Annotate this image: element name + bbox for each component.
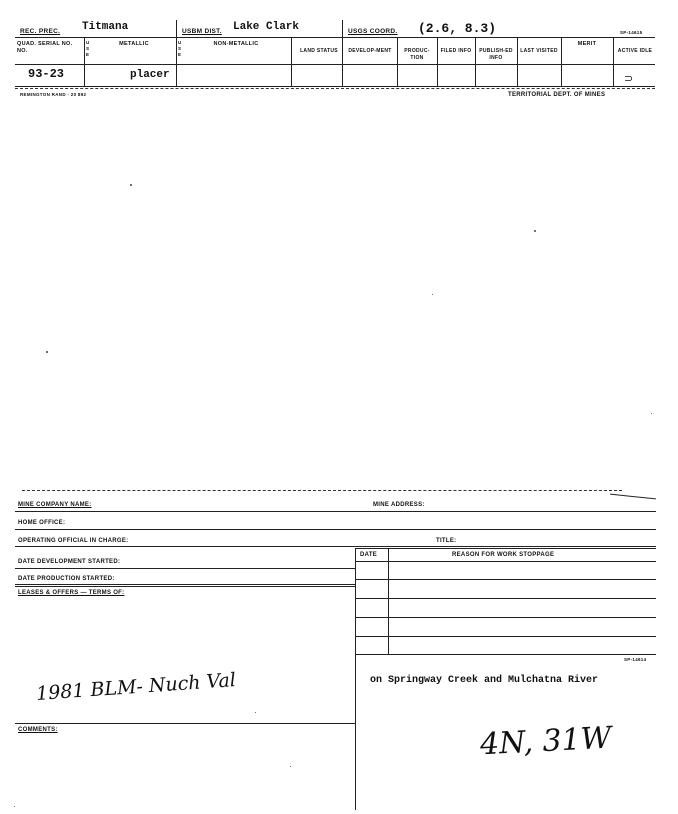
col-merit: MERIT (577, 41, 597, 47)
reason-col-header: REASON FOR WORK STOPPAGE (452, 552, 555, 558)
card-tear-line (15, 88, 655, 89)
date-dev-rule (15, 568, 355, 569)
col-divider-10 (613, 37, 614, 86)
column-header-rule (15, 64, 655, 65)
stoppage-row-rule-4 (355, 636, 656, 637)
lower-top-right-stroke (610, 494, 656, 500)
record-row-rule (15, 86, 655, 87)
col-divider-8 (517, 37, 518, 86)
active-idle-mark: ⊃ (624, 72, 634, 85)
speck (432, 294, 433, 295)
col-divider-1 (84, 37, 85, 86)
usgs-coord-label: USGS COORD. (348, 28, 398, 35)
stoppage-row-rule-2 (355, 598, 656, 599)
title-label: TITLE: (436, 538, 457, 544)
col-active-idle: ACTIVE IDLE (617, 48, 653, 54)
rec-prec-label: REC. PREC. (20, 28, 61, 35)
handwritten-blm-note: 1981 BLM- Nuch Val (35, 669, 237, 705)
col-last-visited: LAST VISITED (520, 48, 558, 54)
home-office-label: HOME OFFICE: (18, 520, 66, 526)
date-prod-started-label: DATE PRODUCTION STARTED: (18, 576, 115, 582)
speck (46, 351, 48, 353)
col-non-metallic: NON-METALLIC (213, 41, 259, 47)
col-divider-5 (397, 37, 398, 86)
territorial-dept-imprint: TERRITORIAL DEPT. OF MINES (508, 92, 606, 98)
col-divider-6 (437, 37, 438, 86)
stoppage-row-rule-3 (355, 617, 656, 618)
col-production: PRODUC-TION (404, 48, 430, 61)
date-col-header: DATE (360, 552, 378, 558)
date-prod-rule (15, 584, 355, 585)
col-filed-info: FILED INFO (440, 48, 472, 54)
usbm-dist-value: Lake Clark (233, 21, 300, 33)
stoppage-table-top-rule (355, 548, 656, 549)
col-metallic: METALLIC (119, 41, 149, 47)
operating-official-label: OPERATING OFFICIAL IN CHARGE: (18, 538, 129, 544)
speck (130, 184, 132, 186)
speck (14, 806, 15, 807)
speck (290, 766, 291, 767)
home-office-rule (15, 529, 656, 530)
speck (651, 413, 652, 414)
col-divider-9 (561, 37, 562, 86)
stoppage-header-rule (355, 561, 656, 562)
col-divider-3 (291, 37, 292, 86)
usgs-coord-value: (2.6, 8.3) (418, 21, 497, 36)
col-divider-4 (342, 20, 343, 86)
mine-company-rule (15, 511, 656, 512)
comments-top-rule (15, 723, 355, 724)
record-quad-serial: 93-23 (28, 67, 65, 81)
printer-imprint: REMINGTON RAND - 20 892 (20, 92, 87, 97)
date-dev-started-label: DATE DEVELOPMENT STARTED: (18, 559, 121, 565)
col-land-status: LAND STATUS (300, 48, 338, 54)
form-center-divider (355, 548, 356, 810)
stoppage-row-rule-5 (355, 654, 656, 655)
col-divider-2 (176, 20, 177, 86)
form-number-top: SP-14615 (620, 30, 643, 35)
lower-top-dashed-line (22, 490, 622, 491)
col-quad-serial: QUAD. SERIAL NO. NO. (17, 41, 73, 54)
usbm-dist-label: USBM DIST. (182, 28, 222, 35)
stoppage-row-rule-1 (355, 579, 656, 580)
mine-address-label: MINE ADDRESS: (373, 502, 425, 508)
speck (255, 712, 256, 713)
leases-label: LEASES & OFFERS — TERMS OF: (18, 590, 125, 596)
speck (534, 230, 536, 232)
date-prod-rule-2 (15, 586, 355, 587)
comments-label: COMMENTS: (18, 727, 58, 733)
mine-company-name-label: MINE COMPANY NAME: (18, 502, 92, 508)
date-column-divider (388, 548, 389, 654)
col-published-info: PUBLISH-ED INFO (479, 48, 513, 61)
form-number-bottom: SP-14614 (624, 657, 647, 662)
operating-official-rule (15, 546, 656, 547)
col-use-letters-1: U S E (86, 40, 90, 57)
col-development: DEVELOP-MENT (348, 48, 392, 54)
record-metallic: placer (130, 69, 170, 81)
header-rule (15, 37, 655, 38)
typed-location: on Springway Creek and Mulchatna River (370, 675, 599, 686)
handwritten-township-range: 4N, 31W (479, 720, 613, 763)
col-use-letters-2: U S E (178, 40, 182, 57)
rec-prec-value: Titmana (82, 21, 129, 33)
col-divider-7 (475, 37, 476, 86)
